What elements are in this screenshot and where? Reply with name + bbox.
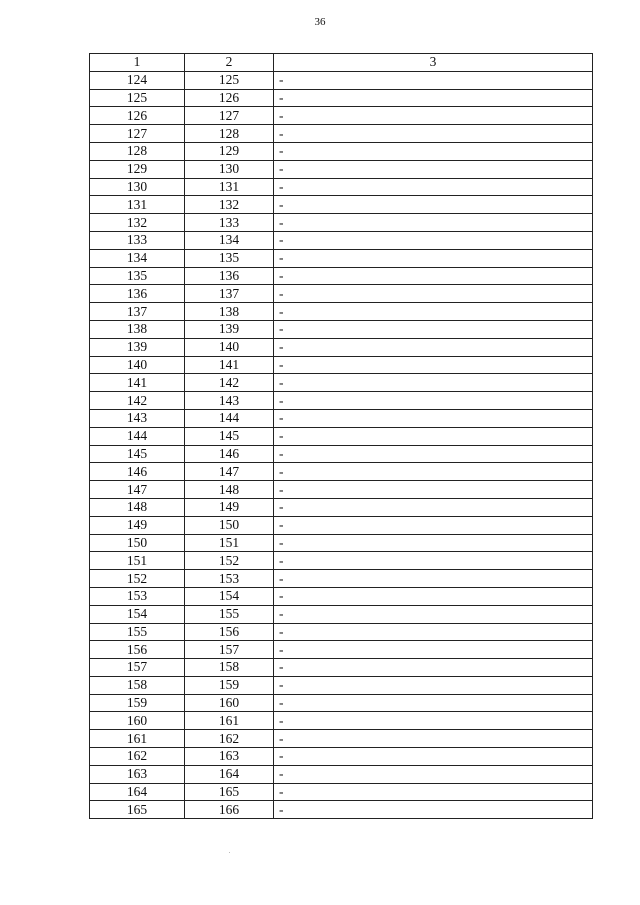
cell-col-2: 129 <box>185 142 274 160</box>
table-row <box>90 231 593 249</box>
cell-col-1: 148 <box>90 498 185 516</box>
table-row <box>90 285 593 303</box>
cell-col-3: - <box>274 374 593 392</box>
cell-col-1: 131 <box>90 196 185 214</box>
cell-col-3: - <box>274 303 593 321</box>
cell-col-1: 158 <box>90 676 185 694</box>
cell-col-1: 149 <box>90 516 185 534</box>
table-row <box>90 463 593 481</box>
cell-col-2: 146 <box>185 445 274 463</box>
cell-col-2: 149 <box>185 498 274 516</box>
scan-speck <box>229 852 230 853</box>
cell-col-2: 142 <box>185 374 274 392</box>
cell-col-1: 152 <box>90 570 185 588</box>
table-row <box>90 392 593 410</box>
cell-col-3: - <box>274 196 593 214</box>
table-row <box>90 196 593 214</box>
cell-col-1: 159 <box>90 694 185 712</box>
table-row <box>90 374 593 392</box>
cell-col-2: 140 <box>185 338 274 356</box>
cell-col-3: - <box>274 534 593 552</box>
table-row <box>90 552 593 570</box>
cell-col-1: 150 <box>90 534 185 552</box>
table-row <box>90 125 593 143</box>
cell-col-2: 151 <box>185 534 274 552</box>
table-row <box>90 694 593 712</box>
table-row <box>90 516 593 534</box>
cell-col-1: 124 <box>90 71 185 89</box>
cell-col-3: - <box>274 605 593 623</box>
cell-col-3: - <box>274 552 593 570</box>
cell-col-1: 145 <box>90 445 185 463</box>
cell-col-1: 161 <box>90 730 185 748</box>
cell-col-2: 144 <box>185 409 274 427</box>
cell-col-1: 143 <box>90 409 185 427</box>
table-row <box>90 730 593 748</box>
table-row <box>90 498 593 516</box>
table-row <box>90 659 593 677</box>
table-row <box>90 587 593 605</box>
cell-col-3: - <box>274 498 593 516</box>
cell-col-2: 132 <box>185 196 274 214</box>
table-row <box>90 338 593 356</box>
cell-col-3: - <box>274 231 593 249</box>
table-row <box>90 783 593 801</box>
cell-col-1: 139 <box>90 338 185 356</box>
cell-col-3: - <box>274 160 593 178</box>
cell-col-3: - <box>274 730 593 748</box>
table-row <box>90 676 593 694</box>
cell-col-2: 161 <box>185 712 274 730</box>
table-row <box>90 427 593 445</box>
cell-col-3: - <box>274 427 593 445</box>
cell-col-3: - <box>274 356 593 374</box>
cell-col-1: 134 <box>90 249 185 267</box>
cell-col-1: 128 <box>90 142 185 160</box>
table-row <box>90 89 593 107</box>
cell-col-2: 153 <box>185 570 274 588</box>
cell-col-2: 127 <box>185 107 274 125</box>
cell-col-2: 162 <box>185 730 274 748</box>
cell-col-1: 153 <box>90 587 185 605</box>
cell-col-2: 126 <box>185 89 274 107</box>
table-row <box>90 712 593 730</box>
cell-col-2: 135 <box>185 249 274 267</box>
table-row <box>90 570 593 588</box>
cell-col-2: 138 <box>185 303 274 321</box>
cell-col-2: 150 <box>185 516 274 534</box>
cell-col-3: - <box>274 178 593 196</box>
cell-col-1: 136 <box>90 285 185 303</box>
header-row <box>90 54 593 72</box>
cell-col-3: - <box>274 392 593 410</box>
cell-col-1: 126 <box>90 107 185 125</box>
table-row <box>90 267 593 285</box>
table-row <box>90 356 593 374</box>
data-table <box>89 53 593 819</box>
cell-col-2: 133 <box>185 214 274 232</box>
table-row <box>90 178 593 196</box>
table-row <box>90 445 593 463</box>
cell-col-2: 145 <box>185 427 274 445</box>
table-row <box>90 641 593 659</box>
cell-col-3: - <box>274 125 593 143</box>
column-header-3: 3 <box>274 54 593 72</box>
cell-col-2: 131 <box>185 178 274 196</box>
page-number: 36 <box>314 16 326 28</box>
cell-col-3: - <box>274 659 593 677</box>
cell-col-3: - <box>274 570 593 588</box>
cell-col-3: - <box>274 338 593 356</box>
cell-col-1: 157 <box>90 659 185 677</box>
cell-col-2: 166 <box>185 801 274 819</box>
cell-col-1: 127 <box>90 125 185 143</box>
cell-col-3: - <box>274 142 593 160</box>
cell-col-1: 155 <box>90 623 185 641</box>
cell-col-3: - <box>274 320 593 338</box>
cell-col-1: 132 <box>90 214 185 232</box>
cell-col-1: 160 <box>90 712 185 730</box>
table-row <box>90 320 593 338</box>
cell-col-3: - <box>274 748 593 766</box>
cell-col-3: - <box>274 214 593 232</box>
table-row <box>90 107 593 125</box>
table-row <box>90 142 593 160</box>
cell-col-1: 151 <box>90 552 185 570</box>
cell-col-1: 146 <box>90 463 185 481</box>
cell-col-1: 140 <box>90 356 185 374</box>
cell-col-3: - <box>274 712 593 730</box>
cell-col-1: 156 <box>90 641 185 659</box>
cell-col-2: 137 <box>185 285 274 303</box>
cell-col-1: 133 <box>90 231 185 249</box>
cell-col-2: 163 <box>185 748 274 766</box>
cell-col-3: - <box>274 463 593 481</box>
table-row <box>90 623 593 641</box>
cell-col-1: 147 <box>90 481 185 499</box>
table-row <box>90 249 593 267</box>
cell-col-2: 143 <box>185 392 274 410</box>
cell-col-2: 148 <box>185 481 274 499</box>
cell-col-3: - <box>274 765 593 783</box>
cell-col-3: - <box>274 285 593 303</box>
cell-col-1: 137 <box>90 303 185 321</box>
cell-col-3: - <box>274 409 593 427</box>
cell-col-2: 155 <box>185 605 274 623</box>
cell-col-3: - <box>274 694 593 712</box>
cell-col-2: 158 <box>185 659 274 677</box>
cell-col-2: 141 <box>185 356 274 374</box>
cell-col-2: 136 <box>185 267 274 285</box>
cell-col-3: - <box>274 107 593 125</box>
cell-col-1: 165 <box>90 801 185 819</box>
cell-col-3: - <box>274 641 593 659</box>
cell-col-2: 164 <box>185 765 274 783</box>
table-body <box>90 71 593 818</box>
cell-col-1: 129 <box>90 160 185 178</box>
cell-col-2: 139 <box>185 320 274 338</box>
table-row <box>90 765 593 783</box>
table-row <box>90 801 593 819</box>
cell-col-1: 130 <box>90 178 185 196</box>
cell-col-1: 135 <box>90 267 185 285</box>
table-row <box>90 214 593 232</box>
cell-col-2: 157 <box>185 641 274 659</box>
cell-col-2: 154 <box>185 587 274 605</box>
cell-col-2: 130 <box>185 160 274 178</box>
cell-col-2: 156 <box>185 623 274 641</box>
cell-col-3: - <box>274 267 593 285</box>
cell-col-2: 160 <box>185 694 274 712</box>
cell-col-3: - <box>274 445 593 463</box>
cell-col-3: - <box>274 249 593 267</box>
cell-col-3: - <box>274 783 593 801</box>
table-row <box>90 71 593 89</box>
cell-col-2: 159 <box>185 676 274 694</box>
cell-col-3: - <box>274 89 593 107</box>
cell-col-1: 163 <box>90 765 185 783</box>
table-row <box>90 409 593 427</box>
table-row <box>90 605 593 623</box>
cell-col-2: 147 <box>185 463 274 481</box>
column-header-1: 1 <box>90 54 185 72</box>
cell-col-3: - <box>274 623 593 641</box>
table-row <box>90 748 593 766</box>
cell-col-3: - <box>274 801 593 819</box>
table-row <box>90 534 593 552</box>
cell-col-3: - <box>274 676 593 694</box>
cell-col-1: 141 <box>90 374 185 392</box>
cell-col-1: 144 <box>90 427 185 445</box>
cell-col-1: 154 <box>90 605 185 623</box>
cell-col-1: 162 <box>90 748 185 766</box>
cell-col-2: 165 <box>185 783 274 801</box>
cell-col-1: 138 <box>90 320 185 338</box>
cell-col-1: 125 <box>90 89 185 107</box>
cell-col-2: 125 <box>185 71 274 89</box>
cell-col-2: 152 <box>185 552 274 570</box>
cell-col-1: 164 <box>90 783 185 801</box>
cell-col-1: 142 <box>90 392 185 410</box>
table-header <box>90 54 593 72</box>
cell-col-3: - <box>274 481 593 499</box>
table-row <box>90 481 593 499</box>
cell-col-3: - <box>274 587 593 605</box>
column-header-2: 2 <box>185 54 274 72</box>
cell-col-2: 128 <box>185 125 274 143</box>
cell-col-2: 134 <box>185 231 274 249</box>
cell-col-3: - <box>274 516 593 534</box>
table-row <box>90 303 593 321</box>
cell-col-3: - <box>274 71 593 89</box>
table-row <box>90 160 593 178</box>
